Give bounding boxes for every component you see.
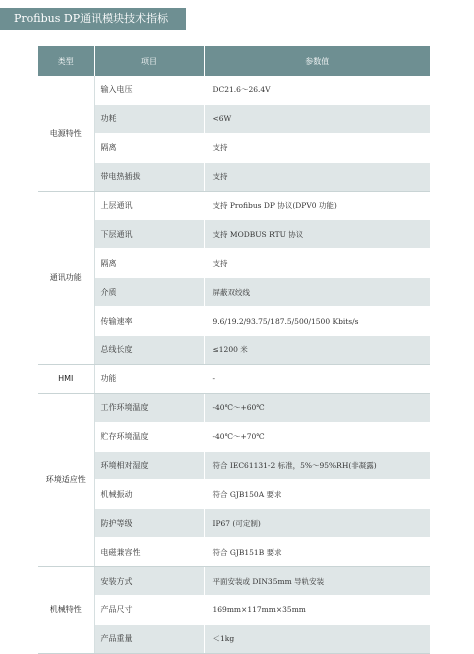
table-row [38,249,430,278]
value-cell: -40℃～+70℃ [204,422,430,451]
item-cell: 下层通讯 [94,220,204,249]
item-cell: 隔离 [94,249,204,278]
value-cell: ≤1200 米 [204,336,430,365]
table-row [38,364,430,393]
value-cell: 屏蔽双绞线 [204,278,430,307]
table-row [38,480,430,509]
item-cell: 总线长度 [94,336,204,365]
item-cell: 产品重量 [94,624,204,653]
value-cell: -40℃～+60℃ [204,393,430,422]
table-row [38,567,430,596]
spec-table [38,46,430,654]
item-cell: 机械振动 [94,480,204,509]
table-row [38,451,430,480]
item-cell: 防护等级 [94,509,204,538]
table-header-row [38,46,430,76]
item-cell: 上层通讯 [94,191,204,220]
value-cell: 支持 Profibus DP 协议(DPV0 功能) [204,191,430,220]
item-cell: 隔离 [94,133,204,162]
table-row [38,624,430,653]
value-cell: <6W [204,104,430,133]
item-cell: 产品尺寸 [94,596,204,625]
table-row [38,596,430,625]
value-cell: IP67 (可定制) [204,509,430,538]
value-cell: 9.6/19.2/93.75/187.5/500/1500 Kbits/s [204,307,430,336]
item-cell: 电磁兼容性 [94,538,204,567]
table-row [38,104,430,133]
value-cell: 符合 IEC61131-2 标准，5%～95%RH(非凝露) [204,451,430,480]
table-row [38,538,430,567]
item-cell: 工作环境温度 [94,393,204,422]
item-cell: 功耗 [94,104,204,133]
item-cell: 贮存环境温度 [94,422,204,451]
item-cell: 安装方式 [94,567,204,596]
value-cell: 支持 [204,133,430,162]
value-cell: 符合 GJB150A 要求 [204,480,430,509]
table-body [38,76,430,653]
table-row [38,278,430,307]
table-row [38,191,430,220]
page-title: Profibus DP通讯模块技术指标 [0,8,186,30]
table-row [38,307,430,336]
table-row [38,509,430,538]
table-row [38,133,430,162]
value-cell: ＜1kg [204,624,430,653]
header-item: 项目 [94,46,204,76]
header-type: 类型 [38,46,94,76]
item-cell: 带电热插拔 [94,162,204,191]
item-cell: 输入电压 [94,76,204,104]
value-cell: DC21.6～26.4V [204,76,430,104]
table-row [38,76,430,104]
value-cell: 169mm×117mm×35mm [204,596,430,625]
value-cell: 支持 [204,162,430,191]
category-cell: 电源特性 [38,76,94,191]
value-cell: 平面安装或 DIN35mm 导轨安装 [204,567,430,596]
item-cell: 环境相对湿度 [94,451,204,480]
category-cell: 通讯功能 [38,191,94,364]
table-row [38,393,430,422]
header-value: 参数值 [204,46,430,76]
value-cell: - [204,364,430,393]
value-cell: 支持 [204,249,430,278]
item-cell: 功能 [94,364,204,393]
category-cell: 机械特性 [38,567,94,654]
table-row [38,422,430,451]
value-cell: 符合 GJB151B 要求 [204,538,430,567]
table-row [38,162,430,191]
item-cell: 传输速率 [94,307,204,336]
table-row [38,220,430,249]
table-row [38,336,430,365]
item-cell: 介质 [94,278,204,307]
category-cell: 环境适应性 [38,393,94,566]
category-cell: HMI [38,364,94,393]
value-cell: 支持 MODBUS RTU 协议 [204,220,430,249]
